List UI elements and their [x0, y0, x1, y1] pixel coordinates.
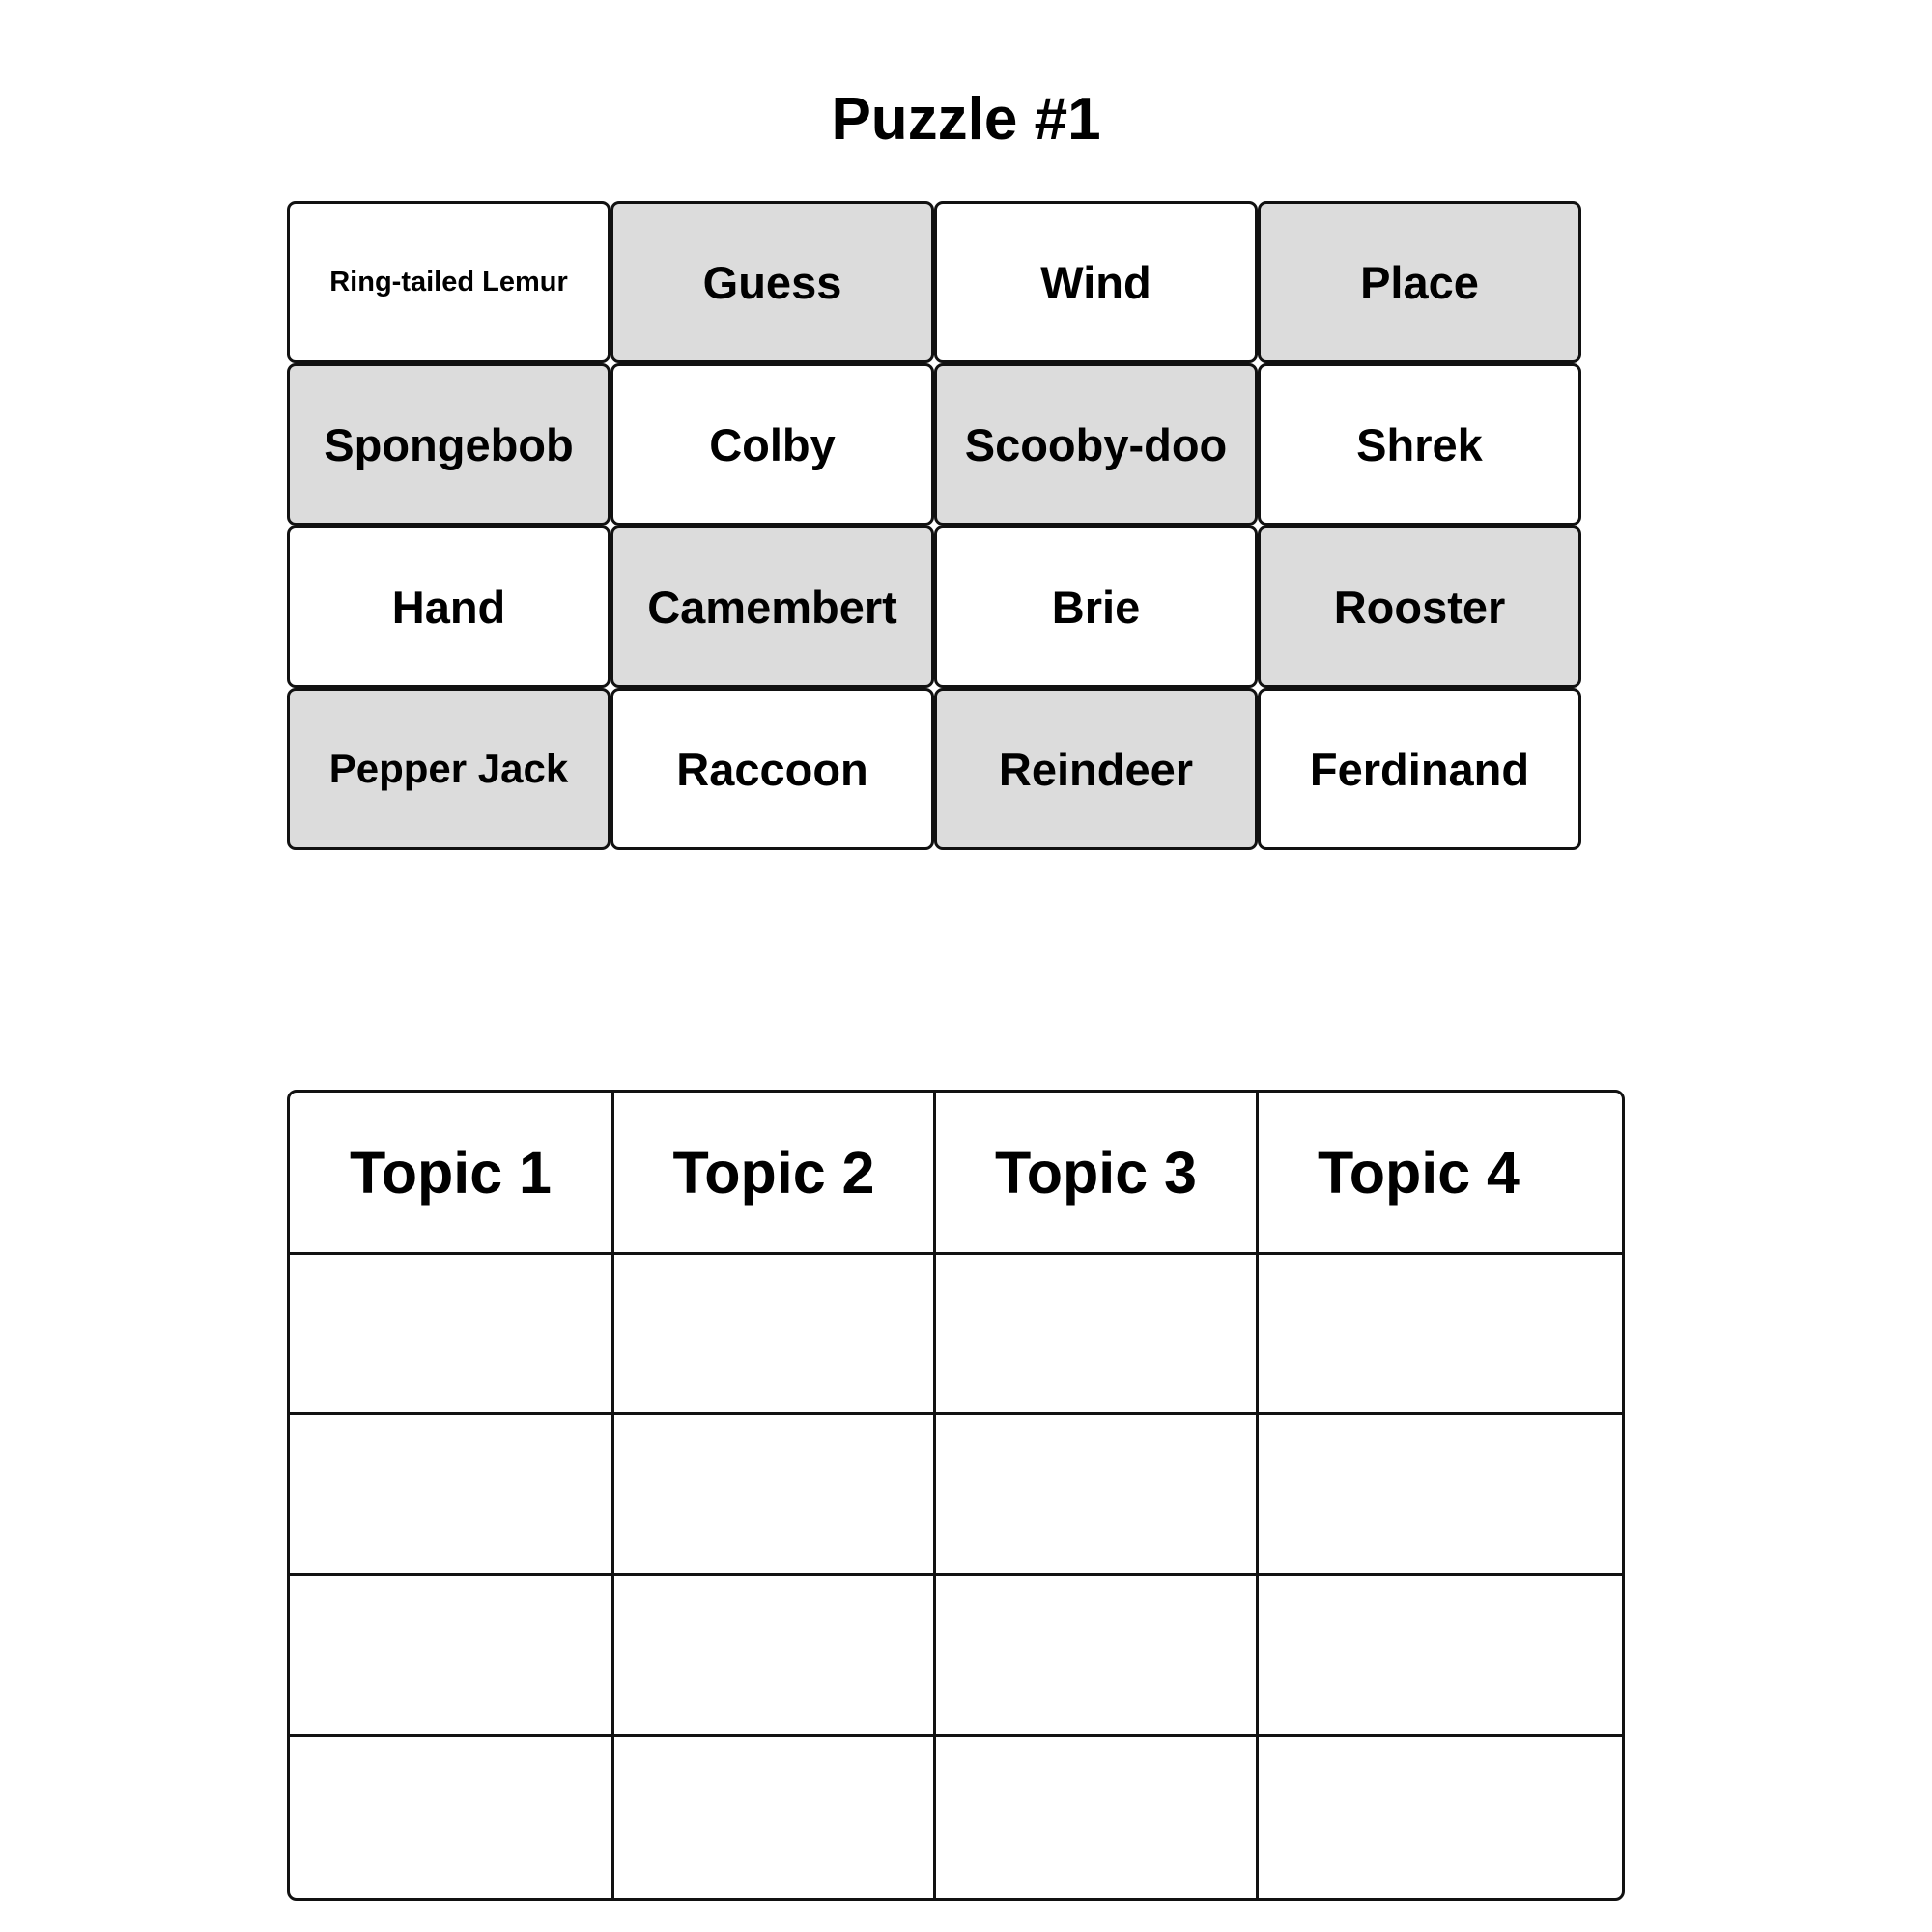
page-title: Puzzle #1 — [831, 86, 1101, 153]
word-grid — [287, 201, 1581, 850]
word-tile[interactable]: Ferdinand — [1258, 688, 1581, 850]
word-tile[interactable]: Guess — [611, 201, 934, 363]
answer-cell[interactable] — [936, 1737, 1256, 1898]
answer-cell[interactable] — [614, 1415, 933, 1573]
word-tile[interactable]: Wind — [934, 201, 1258, 363]
answer-cell[interactable] — [290, 1737, 611, 1898]
answer-cell[interactable] — [1259, 1415, 1622, 1573]
word-tile[interactable]: Shrek — [1258, 363, 1581, 526]
topic-header: Topic 3 — [994, 1139, 1197, 1206]
answer-cell[interactable] — [614, 1576, 933, 1734]
answer-cell[interactable] — [290, 1415, 611, 1573]
topic-table — [287, 1090, 1625, 1901]
topic-header: Topic 4 — [1317, 1139, 1520, 1206]
topic-header: Topic 2 — [672, 1139, 875, 1206]
answer-cell[interactable] — [1259, 1737, 1622, 1898]
word-tile[interactable]: Rooster — [1258, 526, 1581, 688]
word-tile[interactable]: Scooby-doo — [934, 363, 1258, 526]
answer-cell[interactable] — [936, 1576, 1256, 1734]
answer-cell[interactable] — [1259, 1576, 1622, 1734]
answer-cell[interactable] — [936, 1415, 1256, 1573]
word-tile[interactable]: Spongebob — [287, 363, 611, 526]
word-tile[interactable]: Hand — [287, 526, 611, 688]
word-tile[interactable]: Ring-tailed Lemur — [287, 201, 611, 363]
word-tile[interactable]: Pepper Jack — [287, 688, 611, 850]
topic-header: Topic 1 — [349, 1139, 552, 1206]
answer-cell[interactable] — [614, 1255, 933, 1412]
answer-cell[interactable] — [614, 1737, 933, 1898]
word-tile[interactable]: Brie — [934, 526, 1258, 688]
answer-cell[interactable] — [1259, 1255, 1622, 1412]
answer-cell[interactable] — [936, 1255, 1256, 1412]
word-tile[interactable]: Reindeer — [934, 688, 1258, 850]
word-tile[interactable]: Camembert — [611, 526, 934, 688]
answer-cell[interactable] — [290, 1576, 611, 1734]
answer-cell[interactable] — [290, 1255, 611, 1412]
word-tile[interactable]: Place — [1258, 201, 1581, 363]
word-tile[interactable]: Colby — [611, 363, 934, 526]
word-tile[interactable]: Raccoon — [611, 688, 934, 850]
